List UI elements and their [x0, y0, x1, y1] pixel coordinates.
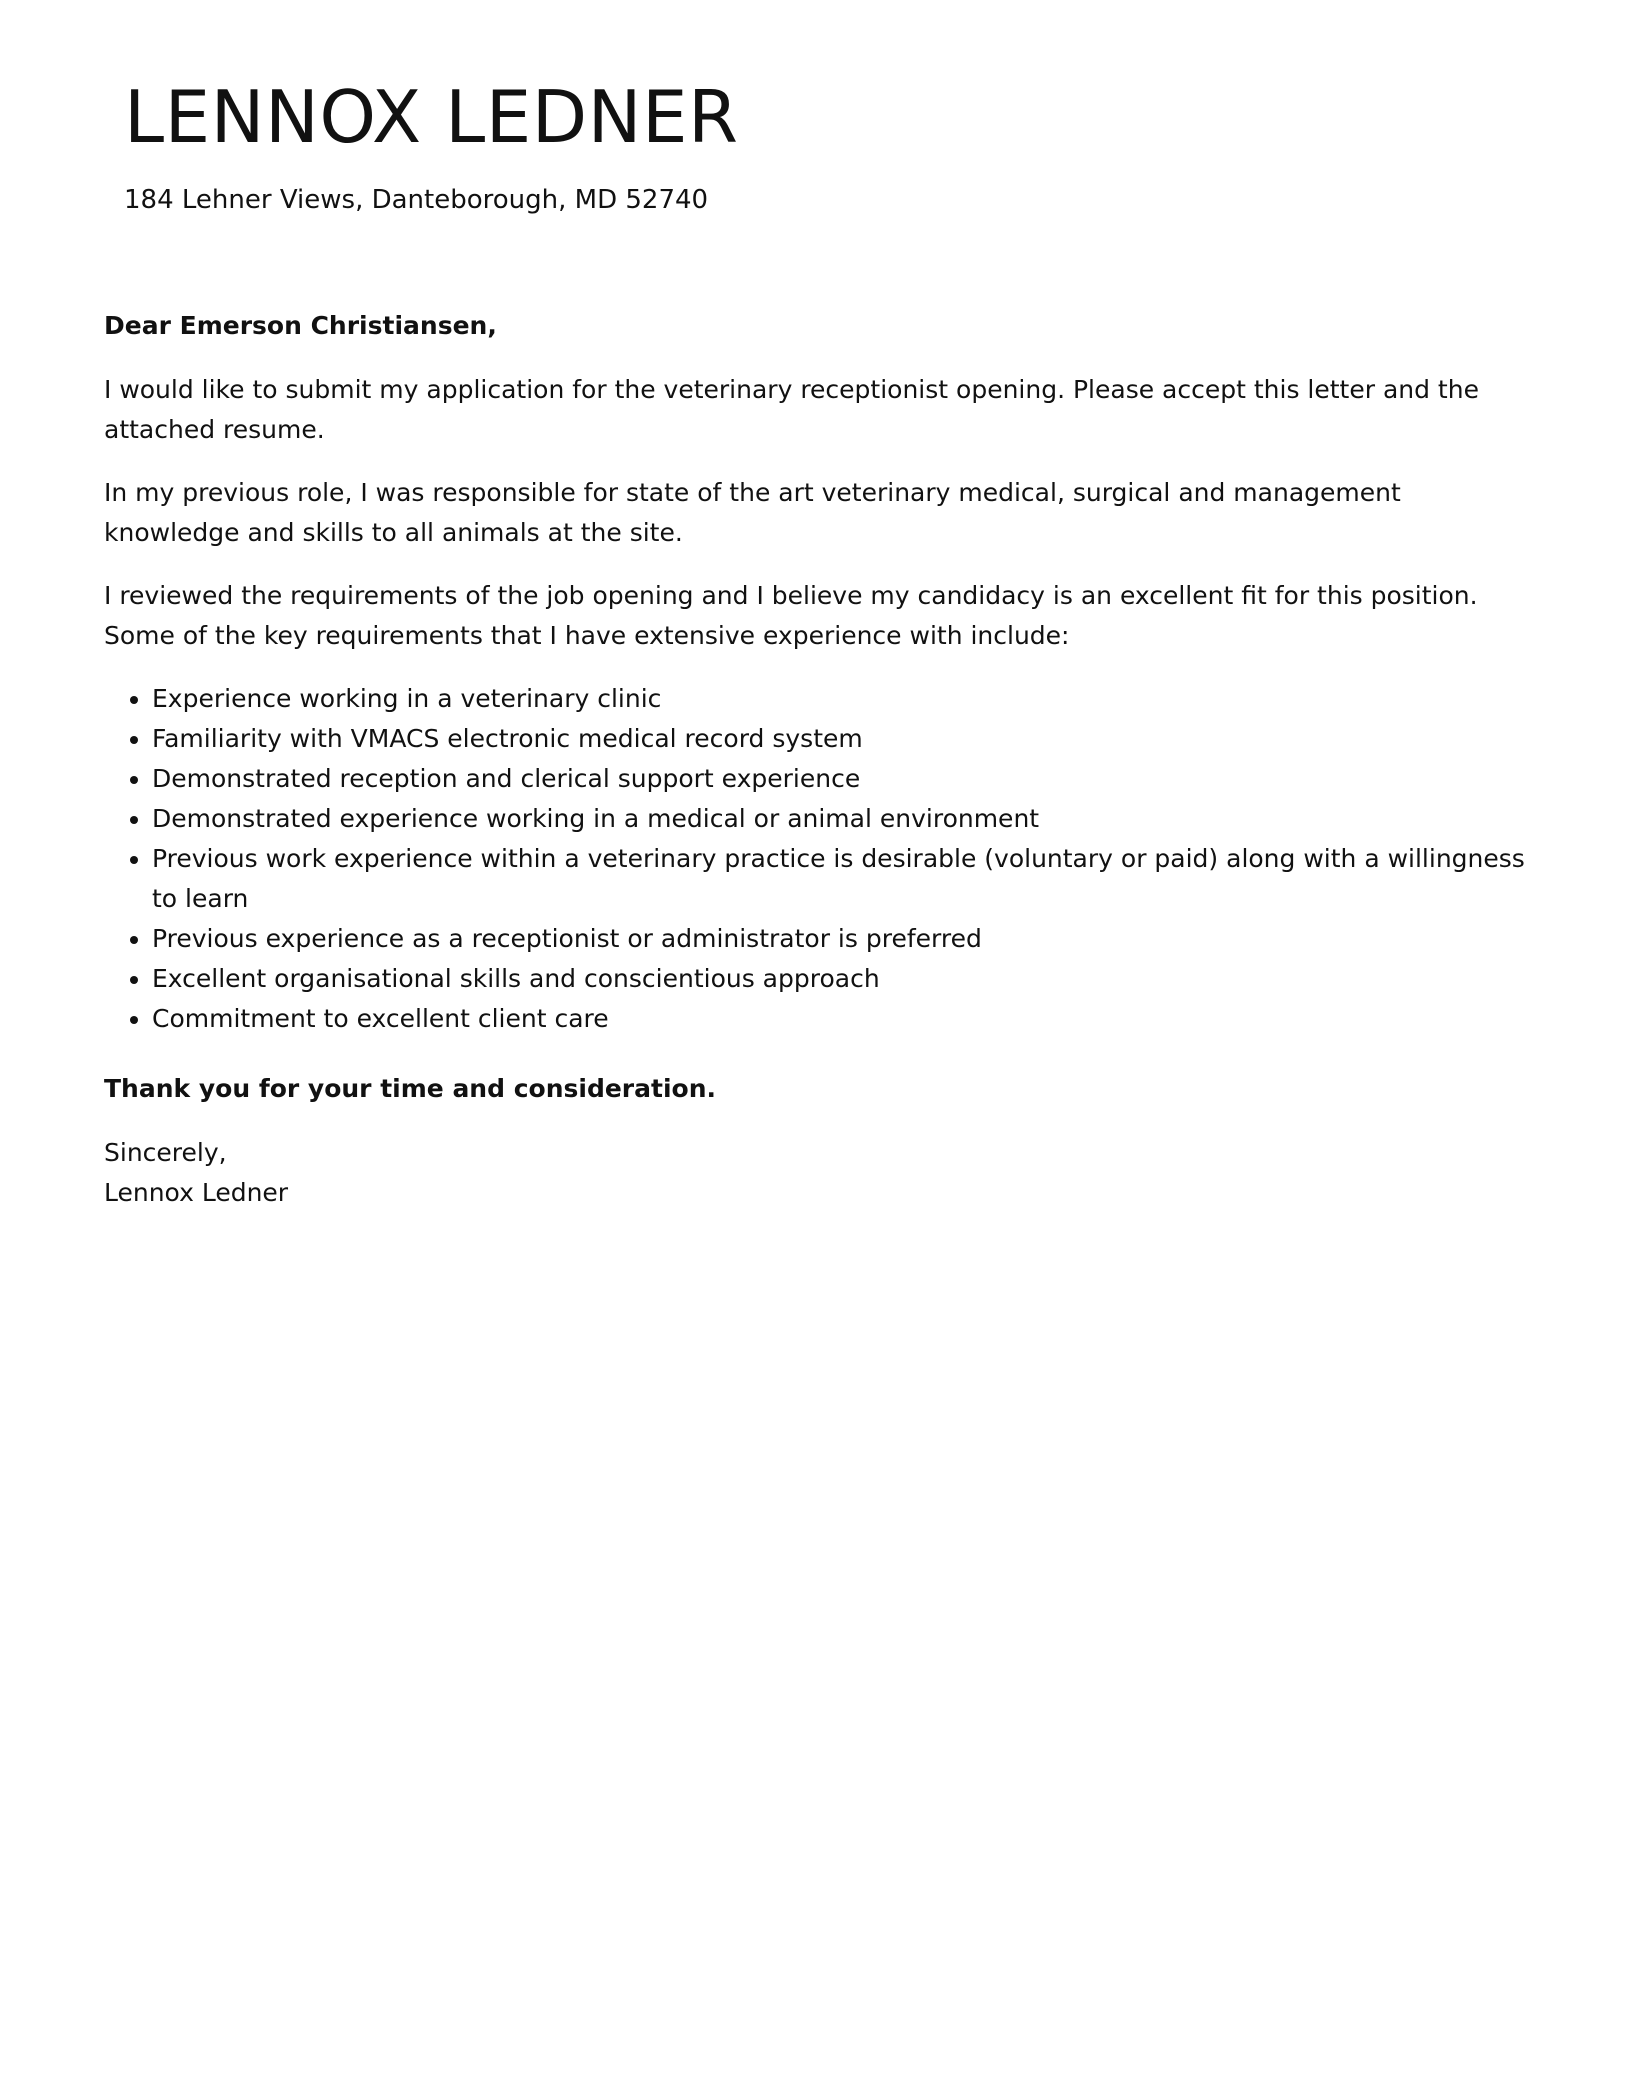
signature-name: Lennox Ledner — [104, 1178, 289, 1207]
closing-block — [104, 1133, 1534, 1213]
paragraph-requirements: I reviewed the requirements of the job opening and I believe my candidacy is an excellent fit for this position. Some of the key requirements that I have extensive experience with include: — [104, 581, 1478, 650]
thank-you-line: Thank you for your time and consideration. — [104, 1074, 716, 1103]
requirements-list — [104, 679, 1534, 1039]
paragraph-previous-role: In my previous role, I was responsible for state of the art veterinary medical, surgical and management knowledge and skills to all animals at the site. — [104, 478, 1401, 547]
list-item: • Excellent organisational skills and conscientious approach — [152, 959, 1534, 999]
closing-word: Sincerely, — [104, 1138, 227, 1167]
list-item: • Previous experience as a receptionist or administrator is preferred — [152, 919, 1534, 959]
list-item: • Familiarity with VMACS electronic medical record system — [152, 719, 1534, 759]
sender-address: 184 Lehner Views, Danteborough, MD 52740 — [124, 185, 709, 215]
list-item: • Experience working in a veterinary clinic — [152, 679, 1534, 719]
list-item: • Demonstrated experience working in a medical or animal environment — [152, 799, 1534, 839]
salutation: Dear Emerson Christiansen, — [104, 311, 497, 340]
list-item: • Previous work experience within a veterinary practice is desirable (voluntary or paid) along with a willingness to learn — [152, 839, 1534, 919]
list-item: • Demonstrated reception and clerical support experience — [152, 759, 1534, 799]
list-item: • Commitment to excellent client care — [152, 999, 1534, 1039]
letter-body — [104, 306, 1534, 1213]
sender-name: LENNOX LEDNER — [124, 75, 739, 159]
letter-header — [124, 72, 1424, 218]
paragraph-intro: I would like to submit my application for the veterinary receptionist opening. Please accept this letter and the attached resume. — [104, 375, 1479, 444]
